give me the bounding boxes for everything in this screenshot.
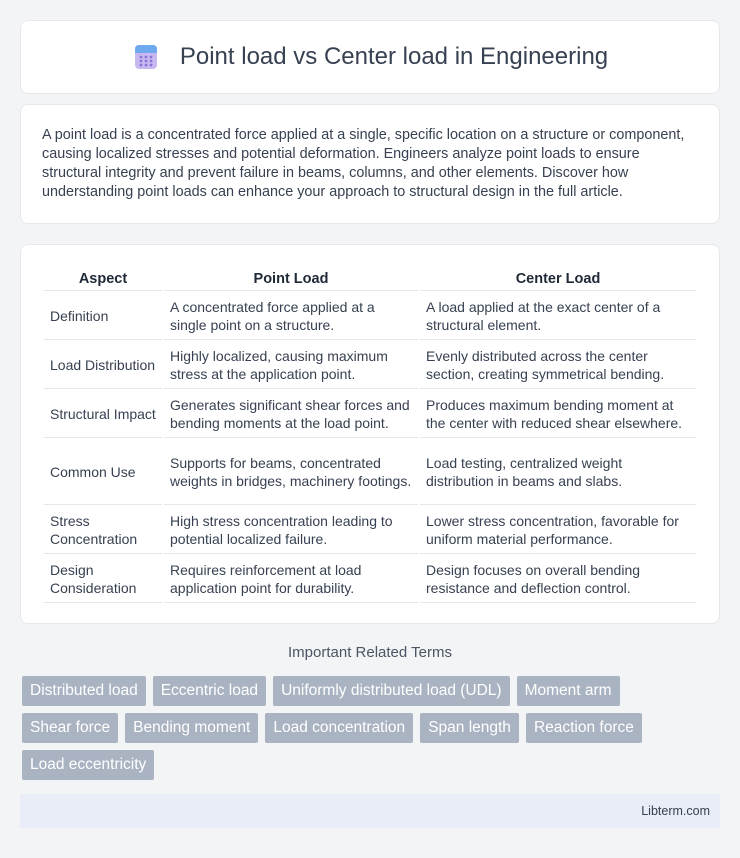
related-terms-heading: Important Related Terms <box>288 644 452 661</box>
aspect-cell: Load Distribution <box>44 342 162 389</box>
tag-load-eccentricity[interactable]: Load eccentricity <box>22 750 154 780</box>
point-load-cell: Generates significant shear forces and bending moments at the load point. <box>164 391 418 438</box>
center-load-cell: Lower stress concentration, favorable for uniform material performance. <box>420 507 696 554</box>
point-load-cell: A concentrated force applied at a single point on a structure. <box>164 293 418 340</box>
tag-bending-moment[interactable]: Bending moment <box>125 713 258 743</box>
table-row <box>44 342 696 389</box>
table-header-row <box>44 267 696 291</box>
related-terms-tags <box>22 676 722 787</box>
calculator-icon <box>132 43 160 71</box>
center-load-cell: Design focuses on overall bending resistance and deflection control. <box>420 556 696 603</box>
tag-distributed-load[interactable]: Distributed load <box>22 676 146 706</box>
center-load-cell: A load applied at the exact center of a structural element. <box>420 293 696 340</box>
tag-moment-arm[interactable]: Moment arm <box>517 676 620 706</box>
header-center-load: Center Load <box>420 267 696 291</box>
aspect-cell: Definition <box>44 293 162 340</box>
aspect-cell: Design Consideration <box>44 556 162 603</box>
tag-udl[interactable]: Uniformly distributed load (UDL) <box>273 676 510 706</box>
table-row <box>44 440 696 505</box>
table-row <box>44 556 696 603</box>
point-load-cell: High stress concentration leading to potential localized failure. <box>164 507 418 554</box>
tag-load-concentration[interactable]: Load concentration <box>265 713 413 743</box>
intro-card <box>20 104 720 224</box>
center-load-cell: Evenly distributed across the center section, creating symmetrical bending. <box>420 342 696 389</box>
aspect-cell: Structural Impact <box>44 391 162 438</box>
tag-reaction-force[interactable]: Reaction force <box>526 713 642 743</box>
table-row <box>44 391 696 438</box>
intro-text: A point load is a concentrated force applied at a single, specific location on a structure or component, causing localized stresses and potential deformation. Engineers analyze point loads to ensure structural integrity and prevent failure in beams, columns, and other elements. Discover how understanding point loads can enhance your approach to structural design in the full article. <box>42 127 685 200</box>
center-load-cell: Load testing, centralized weight distribution in beams and slabs. <box>420 440 696 505</box>
point-load-cell: Supports for beams, concentrated weights in bridges, machinery footings. <box>164 440 418 505</box>
point-load-cell: Highly localized, causing maximum stress at the application point. <box>164 342 418 389</box>
tag-shear-force[interactable]: Shear force <box>22 713 118 743</box>
page-title: Point load vs Center load in Engineering <box>179 43 609 70</box>
comparison-table-card <box>20 244 720 624</box>
table-row <box>44 507 696 554</box>
title-card <box>20 20 720 94</box>
comparison-table <box>42 265 698 605</box>
aspect-cell: Stress Concentration <box>44 507 162 554</box>
header-aspect: Aspect <box>44 267 162 291</box>
point-load-cell: Requires reinforcement at load application point for durability. <box>164 556 418 603</box>
footer-site-link[interactable]: Libterm.com <box>641 804 710 818</box>
table-row <box>44 293 696 340</box>
aspect-cell: Common Use <box>44 440 162 505</box>
header-point-load: Point Load <box>164 267 418 291</box>
footer <box>20 794 720 828</box>
tag-span-length[interactable]: Span length <box>420 713 519 743</box>
center-load-cell: Produces maximum bending moment at the center with reduced shear elsewhere. <box>420 391 696 438</box>
tag-eccentric-load[interactable]: Eccentric load <box>153 676 266 706</box>
